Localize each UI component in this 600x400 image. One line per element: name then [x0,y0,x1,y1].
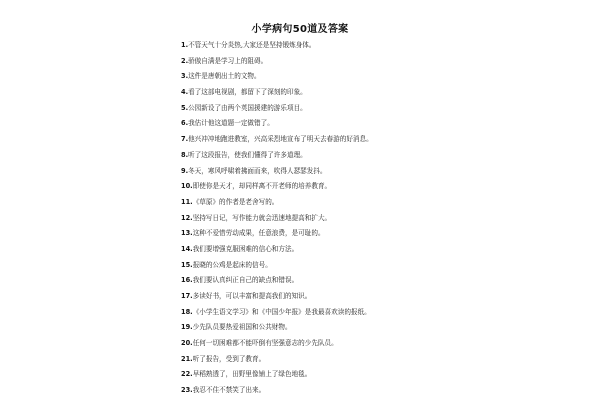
item-number: 6. [181,119,189,128]
item-number: 23. [181,386,193,395]
list-item [181,273,581,289]
item-number: 4. [181,88,189,97]
list-item [181,258,581,274]
item-text: 我们要增强克服困难的信心和方法。 [192,244,299,253]
list-item [181,383,581,399]
item-text: 听了报告，受到了教育。 [192,354,266,363]
item-number: 18. [181,307,193,316]
item-number: 5. [181,103,189,112]
item-text: 报晓的公鸡是起床的信号。 [192,260,272,269]
item-text: 公园新设了由两个英国援建的游乐项目。 [188,103,307,112]
item-text: 不管天气十分炎热,大家还是坚持锻炼身体。 [188,41,316,49]
list-item [181,179,581,195]
list-item [181,289,581,305]
item-number: 14. [181,244,193,253]
document-title: 小学病句50道及答案 [251,24,349,35]
list-item [181,320,581,336]
item-number: 10. [181,182,193,191]
item-text: 少先队员要热爱祖国和公共财物。 [192,323,292,332]
list-item [181,148,581,164]
list-item [181,211,581,227]
list-item [181,367,581,383]
item-text: 他兴冲冲地跑进教室，兴高采烈地宣布了明天去春游的好消息。 [188,135,373,144]
item-number: 17. [181,292,193,300]
list-item [181,85,581,101]
item-number: 21. [181,354,193,363]
item-text: 我们要认真纠正自己的缺点和错误。 [192,276,299,285]
item-text: 听了这段报告，使我们懂得了许多道理。 [188,150,307,159]
item-number: 15. [181,260,193,269]
list-item [181,242,581,258]
list-item [181,336,581,352]
item-number: 7. [181,135,189,144]
list-item [181,195,581,211]
item-text: 骄傲自满是学习上的阻碍。 [188,56,268,65]
item-number: 19. [181,323,193,332]
item-number: 11. [181,197,193,206]
item-number: 12. [181,213,193,222]
item-text: 坚持写日记，写作能力就会迅速地提高和扩大。 [192,213,332,222]
item-number: 16. [181,276,193,285]
item-text: 这种不爱惜劳动成果，任意浪费，是可耻的。 [192,229,325,238]
list-item [181,38,581,54]
item-text: 我估计他这道题一定做错了。 [188,119,274,128]
item-number: 3. [181,72,189,81]
list-item [181,69,581,85]
list-item [181,54,581,70]
item-text: 早稻熟透了，田野里像铺上了绿色地毯。 [192,370,312,379]
item-text: 这件是唐朝出土的文物。 [188,72,261,81]
item-text: 看了这部电视剧，都留下了深刻的印象。 [188,88,307,97]
list-item [181,101,581,117]
list-item [181,305,581,321]
item-text: 《草原》的作者是老舍写的。 [192,197,279,206]
item-number: 8. [181,150,189,159]
list-item [181,116,581,132]
list-item [181,164,581,180]
item-number: 9. [181,166,189,175]
item-number: 1. [181,41,189,49]
list-item [181,352,581,368]
item-number: 13. [181,229,193,238]
item-text: 即使你是天才，却同样离不开老师的培养教育。 [192,182,332,191]
item-number: 22. [181,370,193,379]
item-text: 任何一切困难都不能吓倒有坚强意志的少先队员。 [192,339,338,348]
item-text: 多读好书，可以丰富和提高我们的知识。 [192,292,312,300]
list-item [181,132,581,148]
item-text: 《小学生语文学习》和《中国少年报》是我最喜欢读的报纸。 [192,307,371,316]
item-number: 2. [181,56,189,65]
sentence-list [181,38,581,399]
item-text: 我忍不住不禁笑了出来。 [192,386,266,395]
list-item [181,226,581,242]
item-number: 20. [181,339,193,348]
item-text: 冬天，寒风呼啸着拂面而来，吹得人瑟瑟发抖。 [188,166,327,175]
